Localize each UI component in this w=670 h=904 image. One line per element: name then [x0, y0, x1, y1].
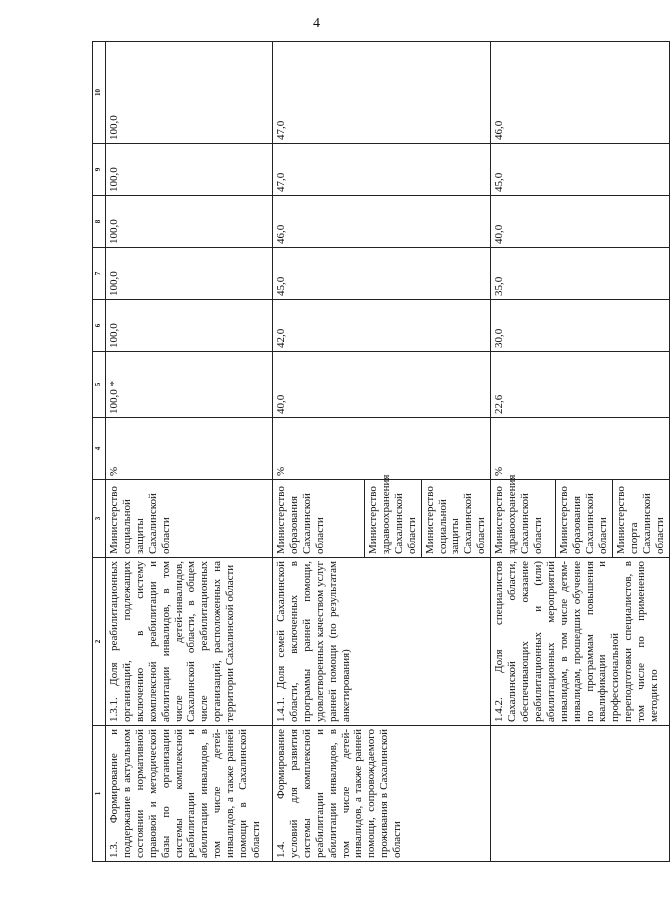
value-cell: 30,0	[491, 300, 670, 352]
responsible-cell: Министерство социальной защиты Сахалинской области	[106, 480, 273, 558]
table-row	[106, 42, 273, 862]
col-header-7: 7	[93, 248, 106, 300]
value-cell: 46,0	[491, 42, 670, 144]
unit-cell: %	[106, 418, 273, 480]
value-cell: 35,0	[491, 248, 670, 300]
rotated-table-wrapper	[92, 42, 666, 862]
value-cell: 100,0 *	[106, 352, 273, 418]
indicators-table	[92, 41, 670, 862]
value-cell: 42,0	[273, 300, 491, 352]
value-cell: 46,0	[273, 196, 491, 248]
col-header-9: 9	[93, 144, 106, 196]
col-header-2: 2	[93, 558, 106, 726]
col-header-8: 8	[93, 196, 106, 248]
task-cell: 1.3. Формирование и поддержание в актуальном состоянии нормативной правовой и методической базы по организации системы комплексной реабилитации и абилитации инвалидов, в том числе детей-инвалидов, а также ранней помощи в Сахалинской области	[106, 726, 273, 862]
col-header-4: 4	[93, 418, 106, 480]
col-header-3: 3	[93, 480, 106, 558]
value-cell: 47,0	[273, 42, 491, 144]
task-cell: 1.4. Формирование условий для развития системы комплексной реабилитации и абилитации инвалидов, в том числе детей-инвалидов, а также ранней помощи, сопровождаемого проживания в Сахалинской области	[273, 726, 491, 862]
responsible-cell: Министерство здравоохранения Сахалинской области	[491, 480, 556, 558]
indicator-cell: 1.3.1. Доля реабилитационных организаций, подлежащих включению в систему комплексной реабилитации и абилитации инвалидов, в том числе детей-инвалидов, Сахалинской области, в общем числе реабилитационных организаций, расположенных на территории Сахалинской области	[106, 558, 273, 726]
value-cell: 100,0	[106, 248, 273, 300]
col-header-6: 6	[93, 300, 106, 352]
value-cell: 45,0	[273, 248, 491, 300]
col-header-10: 10	[93, 42, 106, 144]
empty-task-cell	[491, 726, 670, 862]
indicator-cell: 1.4.1. Доля семей Сахалинской области, включенных в программы ранней помощи, удовлетворенных качеством услуг ранней помощи (по результатам анкетирования)	[273, 558, 491, 726]
unit-cell: %	[273, 418, 491, 480]
indicator-cell: 1.4.2. Доля специалистов Сахалинской области, обеспечивающих оказание реабилитационных и (или) абилитационных мероприятий инвалидам, в том числе детям-инвалидам, прошедших обучение по программам повышения квалификации и профессиональной переподготовки специалистов, в том числе по применению методик по	[491, 558, 670, 726]
responsible-cell: Министерство здравоохранения Сахалинской области	[365, 480, 422, 558]
value-cell: 45,0	[491, 144, 670, 196]
col-header-1: 1	[93, 726, 106, 862]
responsible-cell: Министерство социальной защиты Сахалинской области	[421, 480, 491, 558]
value-cell: 100,0	[106, 144, 273, 196]
value-cell: 100,0	[106, 196, 273, 248]
responsible-cell: Министерство образования Сахалинской области	[556, 480, 613, 558]
responsible-cell: Министерство спорта Сахалинской области	[612, 480, 669, 558]
value-cell: 100,0	[106, 300, 273, 352]
col-header-5: 5	[93, 352, 106, 418]
unit-cell: %	[491, 418, 670, 480]
value-cell: 40,0	[273, 352, 491, 418]
table-row	[273, 42, 365, 862]
page-number: 4	[313, 16, 320, 31]
value-cell: 47,0	[273, 144, 491, 196]
header-row	[93, 42, 106, 862]
value-cell: 100,0	[106, 42, 273, 144]
value-cell: 40,0	[491, 196, 670, 248]
table-row	[491, 42, 556, 862]
responsible-cell: Министерство образования Сахалинской области	[273, 480, 365, 558]
rotated-table-area	[92, 42, 666, 862]
value-cell: 22,6	[491, 352, 670, 418]
